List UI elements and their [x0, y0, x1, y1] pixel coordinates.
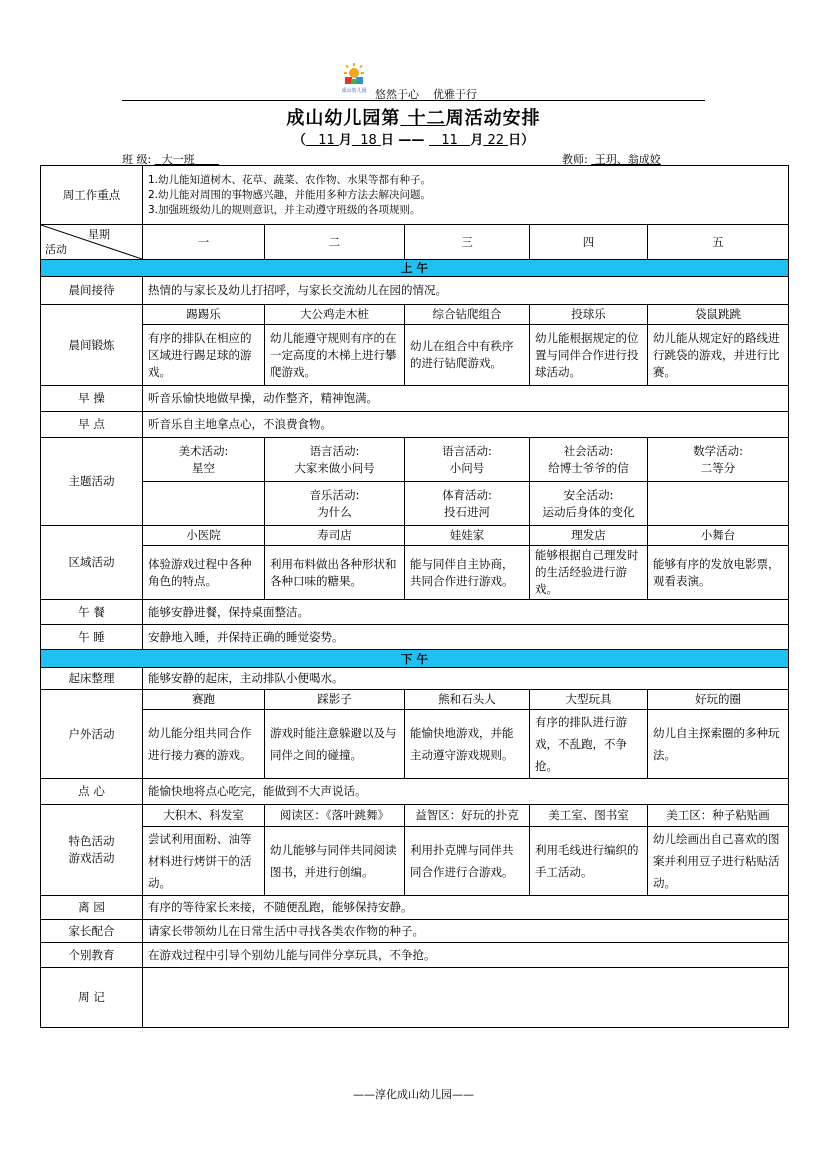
notes-row — [41, 968, 789, 1028]
special-names-row — [41, 805, 789, 827]
leave-label: 离 园 — [41, 896, 143, 920]
theme-cell — [405, 482, 530, 526]
end-day: 22 — [487, 133, 505, 148]
theme-name: 星空 — [192, 460, 215, 475]
title-suffix: 周活动安排 — [445, 108, 541, 129]
nap-text: 安静地入睡，并保持正确的睡觉姿势。 — [143, 625, 789, 650]
wakeup-row — [41, 668, 789, 690]
focus-item: 1.幼儿能知道树木、花草、蔬菜、农作物、水果等都有种子。 — [148, 173, 432, 186]
outdoor-name: 大型玩具 — [530, 690, 648, 710]
special-desc: 尝试利用面粉、油等材料进行烤饼干的活动。 — [143, 827, 265, 896]
date-range: （ 11 月 18 日 —— 11 月 22 日） — [292, 133, 535, 148]
theme-title: 安全活动: — [563, 487, 614, 502]
theme-cell — [143, 482, 265, 526]
title-week: 十二 — [407, 108, 446, 129]
outdoor-name: 踩影子 — [265, 690, 405, 710]
exercise-name: 投球乐 — [530, 305, 648, 325]
exercise-name: 综合钻爬组合 — [405, 305, 530, 325]
special-name: 美工室、图书室 — [530, 805, 648, 827]
parents-row — [41, 920, 789, 943]
special-desc-row — [41, 827, 789, 896]
area-name: 理发店 — [530, 526, 648, 546]
outdoor-names-row — [41, 690, 789, 710]
outdoor-desc-row — [41, 710, 789, 779]
page-title — [0, 104, 827, 130]
day-wednesday: 三 — [405, 225, 530, 260]
theme-name: 大家来做小问号 — [294, 460, 375, 475]
individual-row — [41, 943, 789, 968]
snack-label: 早 点 — [41, 412, 143, 438]
theme-cell — [648, 438, 789, 482]
morning-band — [41, 260, 789, 277]
exercise-label: 晨间锻炼 — [41, 305, 143, 386]
special-name: 阅读区：《落叶跳舞》 — [265, 805, 405, 827]
outdoor-desc: 幼儿能分组共同合作进行接力赛的游戏。 — [143, 710, 265, 779]
theme-name: 为什么 — [317, 504, 352, 519]
theme-name: 小问号 — [449, 460, 485, 475]
area-name: 小舞台 — [648, 526, 789, 546]
exercise-desc: 幼儿能从规定好的路线进行跳袋的游戏，并进行比赛。 — [648, 325, 789, 386]
afternoon-band — [41, 650, 789, 668]
area-desc: 利用布料做出各种形状和各种口味的糖果。 — [265, 546, 405, 600]
focus-item: 2.幼儿能对周围的事物感兴趣，并能用多种方法去解决问题。 — [148, 188, 432, 201]
special-desc: 幼儿能够与同伴共同阅读图书，并进行创编。 — [265, 827, 405, 896]
focus-label: 周工作重点 — [41, 166, 143, 225]
special-name: 大积木、科发室 — [143, 805, 265, 827]
weekly-schedule-table — [40, 165, 789, 1028]
teacher-value: 王玥、翁成姣 — [594, 153, 661, 166]
area-name: 寿司店 — [265, 526, 405, 546]
special-name: 美工区：种子粘贴画 — [648, 805, 789, 827]
theme-name: 投石进河 — [444, 504, 490, 519]
day-monday: 一 — [143, 225, 265, 260]
theme-cell — [530, 438, 648, 482]
focus-row — [41, 166, 789, 225]
activity-label: 活动 — [45, 243, 67, 256]
snack2-text: 能愉快地将点心吃完，能做到不大声说话。 — [143, 779, 789, 805]
parents-label: 家长配合 — [41, 920, 143, 943]
exercise-desc: 幼儿在组合中有秩序的进行钻爬游戏。 — [405, 325, 530, 386]
teacher-label: 教师: — [562, 153, 588, 166]
area-label: 区域活动 — [41, 526, 143, 600]
week-label: 星期 — [88, 228, 110, 241]
area-name: 小医院 — [143, 526, 265, 546]
morning-exercise-row — [41, 386, 789, 412]
day-friday: 五 — [648, 225, 789, 260]
theme-title: 语言活动: — [309, 443, 360, 458]
class-value: 大一班 — [161, 153, 195, 166]
lunch-label: 午 餐 — [41, 600, 143, 625]
title-prefix: 成山幼儿园第 — [286, 108, 401, 129]
theme-title: 社会活动: — [563, 443, 614, 458]
morning-band-label: 上 午 — [41, 260, 789, 277]
area-desc: 能够根据自己理发时的生活经验进行游戏。 — [530, 546, 648, 600]
theme-name: 运动后身体的变化 — [542, 504, 635, 519]
notes-label: 周 记 — [41, 968, 143, 1028]
nap-label: 午 睡 — [41, 625, 143, 650]
area-desc: 能够有序的发放电影票，观看表演。 — [648, 546, 789, 600]
reception-label: 晨间接待 — [41, 277, 143, 305]
outdoor-desc: 有序的排队进行游戏，不乱跑，不争抢。 — [530, 710, 648, 779]
nap-row — [41, 625, 789, 650]
area-name: 娃娃家 — [405, 526, 530, 546]
exercise-name: 大公鸡走木桩 — [265, 305, 405, 325]
exercise-desc: 幼儿能遵守规则有序的在一定高度的木梯上进行攀爬游戏。 — [265, 325, 405, 386]
reception-row — [41, 277, 789, 305]
outdoor-label: 户外活动 — [41, 690, 143, 779]
diagonal-header-cell — [41, 225, 143, 260]
lunch-row — [41, 600, 789, 625]
special-label: 特色活动 游戏活动 — [41, 805, 143, 896]
start-day: 18 — [360, 133, 377, 148]
exercise-name: 踢踢乐 — [143, 305, 265, 325]
area-desc-row — [41, 546, 789, 600]
morning-exercise-text: 听音乐愉快地做早操，动作整齐，精神饱满。 — [143, 386, 789, 412]
snack2-label: 点 心 — [41, 779, 143, 805]
exercise-desc-row — [41, 325, 789, 386]
outdoor-name: 好玩的圈 — [648, 690, 789, 710]
theme-row-1 — [41, 438, 789, 482]
outdoor-name: 赛跑 — [143, 690, 265, 710]
morning-exercise-label: 早 操 — [41, 386, 143, 412]
focus-content — [143, 166, 789, 225]
motto: 悠然于心 优雅于行 — [375, 88, 477, 101]
theme-title: 美术活动: — [178, 443, 229, 458]
theme-cell — [143, 438, 265, 482]
theme-cell — [648, 482, 789, 526]
theme-title: 语言活动: — [442, 443, 492, 458]
theme-title: 体育活动: — [442, 487, 492, 502]
outdoor-desc: 幼儿自主探索圈的多种玩法。 — [648, 710, 789, 779]
outdoor-name: 熊和石头人 — [405, 690, 530, 710]
theme-cell — [405, 438, 530, 482]
wakeup-label: 起床整理 — [41, 668, 143, 690]
leave-text: 有序的等待家长来接，不随便乱跑，能够保持安静。 — [143, 896, 789, 920]
area-desc: 能与同伴自主协商，共同合作进行游戏。 — [405, 546, 530, 600]
theme-cell — [265, 482, 405, 526]
theme-name: 二等分 — [700, 460, 736, 475]
exercise-desc: 有序的排队在相应的区域进行踢足球的游戏。 — [143, 325, 265, 386]
exercise-name: 袋鼠跳跳 — [648, 305, 789, 325]
snack2-row — [41, 779, 789, 805]
theme-name: 给博士爷爷的信 — [548, 460, 629, 475]
special-desc: 利用毛线进行编织的手工活动。 — [530, 827, 648, 896]
exercise-names-row — [41, 305, 789, 325]
parents-text: 请家长带领幼儿在日常生活中寻找各类农作物的种子。 — [143, 920, 789, 943]
focus-item: 3.加强班级幼儿的规则意识，并主动遵守班级的各项规则。 — [148, 203, 421, 216]
lunch-text: 能够安静进餐，保持桌面整洁。 — [143, 600, 789, 625]
wakeup-text: 能够安静的起床，主动排队小便喝水。 — [143, 668, 789, 690]
special-name: 益智区：好玩的扑克 — [405, 805, 530, 827]
notes-text — [143, 968, 789, 1028]
special-desc: 幼儿绘画出自己喜欢的图案并利用豆子进行粘贴活动。 — [648, 827, 789, 896]
area-names-row — [41, 526, 789, 546]
leave-row — [41, 896, 789, 920]
end-month: 11 — [441, 133, 458, 148]
area-desc: 体验游戏过程中各种角色的特点。 — [143, 546, 265, 600]
theme-row-2 — [41, 482, 789, 526]
header-rule — [122, 100, 705, 101]
day-thursday: 四 — [530, 225, 648, 260]
theme-cell — [530, 482, 648, 526]
individual-text: 在游戏过程中引导个别幼儿能与同伴分享玩具，不争抢。 — [143, 943, 789, 968]
theme-label: 主题活动 — [41, 438, 143, 526]
exercise-desc: 幼儿能根据规定的位置与同伴合作进行投球活动。 — [530, 325, 648, 386]
theme-cell — [265, 438, 405, 482]
reception-text: 热情的与家长及幼儿打招呼，与家长交流幼儿在园的情况。 — [143, 277, 789, 305]
day-tuesday: 二 — [265, 225, 405, 260]
outdoor-desc: 能愉快地游戏，并能主动遵守游戏规则。 — [405, 710, 530, 779]
logo-text: 成山幼儿园 — [341, 88, 367, 94]
start-month: 11 — [318, 133, 335, 148]
snack-text: 听音乐自主地拿点心，不浪费食物。 — [143, 412, 789, 438]
school-logo — [336, 62, 372, 96]
outdoor-desc: 游戏时能注意躲避以及与同伴之间的碰撞。 — [265, 710, 405, 779]
theme-title: 数学活动: — [693, 443, 743, 458]
afternoon-band-label: 下 午 — [41, 650, 789, 668]
footer: ——淳化成山幼儿园—— — [353, 1088, 474, 1101]
class-label: 班 级: — [122, 153, 152, 166]
weekday-header-row — [41, 225, 789, 260]
theme-title: 音乐活动: — [309, 487, 360, 502]
special-desc: 利用扑克牌与同伴共同合作进行合游戏。 — [405, 827, 530, 896]
individual-label: 个别教育 — [41, 943, 143, 968]
snack-row — [41, 412, 789, 438]
